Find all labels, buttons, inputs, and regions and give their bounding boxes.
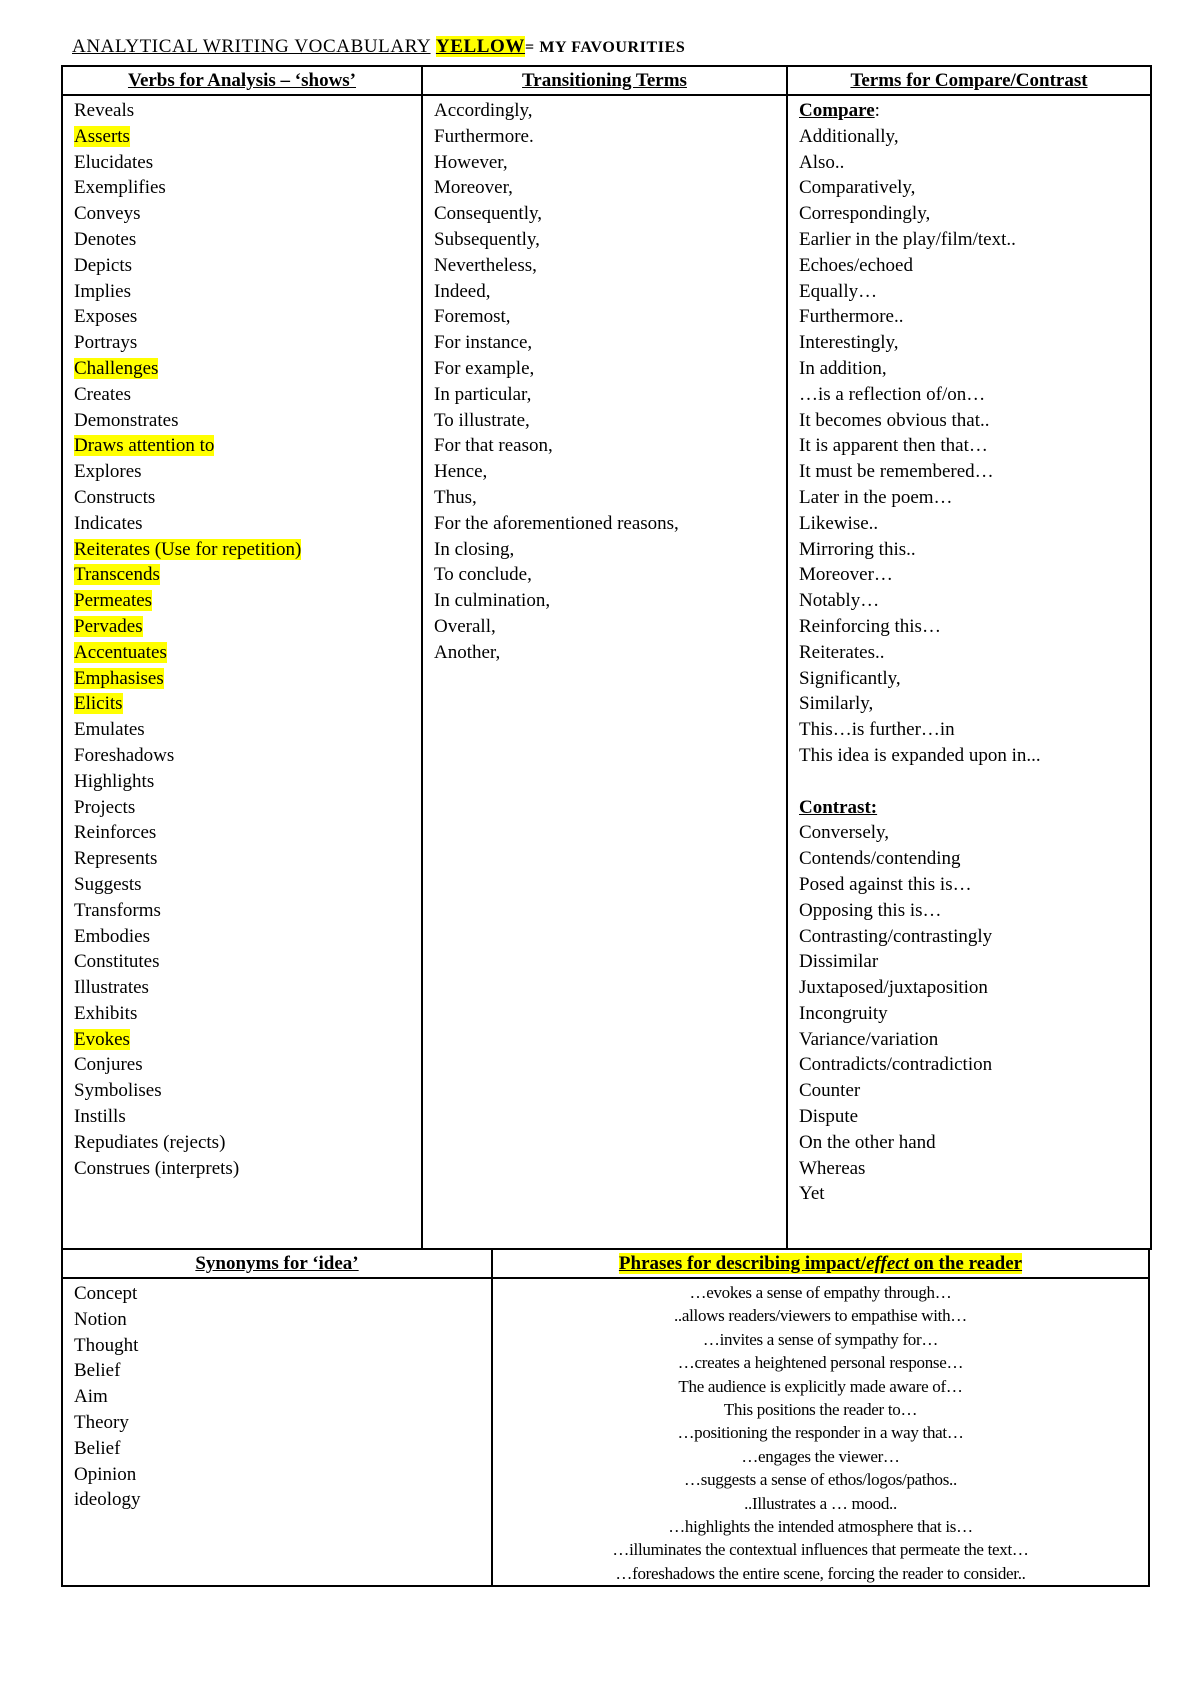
verb-item: Reiterates (Use for repetition) [74,538,302,560]
header-compare-contrast: Terms for Compare/Contrast [787,66,1151,95]
phrase-item: …creates a heightened personal response… [677,1353,964,1373]
verb-item: Embodies [74,925,150,947]
verb-item: Conveys [74,203,141,225]
verb-item: Repudiates (rejects) [74,1131,226,1153]
phrase-item: …positioning the responder in a way that… [677,1423,964,1443]
phrase-item: …illuminates the contextual influences that permeate the text… [612,1540,1029,1560]
contrast-item: Incongruity [799,1002,888,1024]
contrast-item: Yet [799,1183,825,1205]
title-rest: = MY FAVOURITIES [525,39,686,56]
verb-item: Exhibits [74,1002,138,1024]
compare-item: It must be remembered… [799,461,994,483]
verb-item: Emphasises [74,667,164,689]
header-transitions: Transitioning Terms [422,66,787,95]
compare-item: Later in the poem… [799,486,953,508]
compare-item: Reinforcing this… [799,615,941,637]
contrast-item: Whereas [799,1157,866,1179]
verb-item: Explores [74,461,142,483]
verb-item: Emulates [74,719,145,741]
verb-item: Foreshadows [74,744,175,766]
contrast-item: Contends/contending [799,848,961,870]
transition-item: To conclude, [434,564,532,586]
phrase-item: …highlights the intended atmosphere that is… [668,1516,973,1536]
transition-item: Accordingly, [434,100,533,121]
transitions-cell [422,95,787,1249]
transition-item: In particular, [434,383,532,405]
compare-item: Interestingly, [799,332,899,354]
verbs-list [63,96,421,1181]
transition-item: Consequently, [434,203,543,225]
contrast-item: Dispute [799,1106,859,1128]
compare-item: Also.. [799,151,845,173]
contrast-heading: Contrast: [799,796,878,818]
verb-item: Depicts [74,254,133,276]
transition-item: Thus, [434,486,477,508]
phrase-item: …foreshadows the entire scene, forcing the reader to consider.. [615,1563,1026,1583]
verb-item: Elucidates [74,151,154,173]
verb-item: Transcends [74,564,160,586]
verb-item: Challenges [74,357,159,379]
transition-item: For instance, [434,332,533,354]
vocabulary-table [61,65,1152,1250]
compare-item: Echoes/echoed [799,254,913,276]
compare-item: Equally… [799,280,878,302]
transition-item: For example, [434,357,535,379]
compare-item: Furthermore.. [799,306,904,328]
contrast-item: On the other hand [799,1131,936,1153]
compare-item: This idea is expanded upon in... [799,744,1041,766]
verb-item: Conjures [74,1054,143,1076]
verbs-cell [62,95,422,1249]
compare-item: Reiterates.. [799,641,885,663]
synonym-item: Notion [74,1308,127,1330]
contrast-item: Conversely, [799,822,890,844]
contrast-item: Opposing this is… [799,899,942,921]
compare-item: …is a reflection of/on… [799,383,986,405]
header-synonyms: Synonyms for ‘idea’ [62,1249,492,1278]
verb-item: Draws attention to [74,435,215,457]
transition-item: Nevertheless, [434,254,537,276]
verb-item: Constructs [74,486,156,508]
title-yellow-word: YELLOW [435,36,526,57]
verb-item: Highlights [74,770,155,792]
transition-item: For that reason, [434,435,553,457]
synonyms-cell [62,1278,492,1586]
synonym-item: Aim [74,1386,108,1408]
phrases-cell [492,1278,1149,1586]
contrast-item: Contradicts/contradiction [799,1054,993,1076]
transition-item: For the aforementioned reasons, [434,512,679,534]
transition-item: Another, [434,641,501,663]
verb-item: Suggests [74,873,142,895]
verb-item: Transforms [74,899,161,921]
page-title [72,36,685,58]
contrast-item: Counter [799,1080,861,1102]
synonym-item: Theory [74,1411,129,1433]
compare-item: This…is further…in [799,719,955,741]
contrast-item: Contrasting/contrastingly [799,925,993,947]
compare-item: Similarly, [799,693,874,715]
phrases-list [493,1279,1148,1585]
compare-contrast-list [788,96,1150,1207]
transition-item: Furthermore. [434,125,534,147]
compare-item: Mirroring this.. [799,538,916,560]
verb-item: Projects [74,796,136,818]
verb-item: Evokes [74,1028,130,1050]
verb-item: Symbolises [74,1080,162,1102]
phrase-item: …engages the viewer… [741,1446,900,1466]
verb-item: Represents [74,848,158,870]
verb-item: Asserts [74,125,130,147]
transition-item: Moreover, [434,177,513,199]
synonym-item: Belief [74,1360,121,1382]
verb-item: Reinforces [74,822,157,844]
transition-item: In culmination, [434,590,551,612]
synonym-item: Thought [74,1334,139,1356]
compare-item: It becomes obvious that.. [799,409,990,431]
transitions-list [423,96,786,666]
phrase-item: ..Illustrates a … mood.. [744,1493,897,1513]
compare-item: Moreover… [799,564,893,586]
verb-item: Creates [74,383,131,405]
verb-item: Constitutes [74,951,160,973]
compare-item: In addition, [799,357,887,379]
compare-item: Likewise.. [799,512,879,534]
verb-item: Instills [74,1106,126,1128]
verb-item: Reveals [74,100,135,121]
phrase-item: …evokes a sense of empathy through… [689,1283,952,1302]
compare-item: It is apparent then that… [799,435,988,457]
phrase-item: ..allows readers/viewers to empathise with… [673,1306,968,1326]
synonyms-list [63,1279,491,1513]
synonym-item: Concept [74,1283,138,1304]
synonym-item: Opinion [74,1463,137,1485]
contrast-item: Posed against this is… [799,873,972,895]
compare-contrast-cell [787,95,1151,1249]
verb-item: Pervades [74,615,143,637]
phrase-item: This positions the reader to… [723,1399,918,1419]
verb-item: Permeates [74,590,153,612]
phrase-item: …suggests a sense of ethos/logos/pathos.. [684,1470,957,1490]
transition-item: Subsequently, [434,228,540,250]
verb-item: Construes (interprets) [74,1157,240,1179]
transition-item: Indeed, [434,280,491,302]
synonyms-phrases-table [61,1248,1150,1587]
contrast-item: Variance/variation [799,1028,939,1050]
verb-item: Elicits [74,693,123,715]
transition-item: Overall, [434,615,496,637]
header-verbs: Verbs for Analysis – ‘shows’ [62,66,422,95]
contrast-item: Dissimilar [799,951,879,973]
spacer [799,769,1150,795]
verb-item: Exposes [74,306,138,328]
compare-item: Notably… [799,590,880,612]
verb-item: Exemplifies [74,177,166,199]
verb-item: Implies [74,280,131,302]
compare-item: Earlier in the play/film/text.. [799,228,1016,250]
synonym-item: ideology [74,1489,141,1511]
synonym-item: Belief [74,1437,121,1459]
transition-item: To illustrate, [434,409,530,431]
transition-item: In closing, [434,538,515,560]
compare-item: Comparatively, [799,177,916,199]
phrase-item: The audience is explicitly made aware of… [678,1376,963,1396]
verb-item: Indicates [74,512,143,534]
verb-item: Accentuates [74,641,167,663]
compare-item: Additionally, [799,125,899,147]
transition-item: Hence, [434,461,488,483]
header-phrases: Phrases for describing impact/effect on the reader [492,1249,1149,1278]
phrase-item: …invites a sense of sympathy for… [702,1329,939,1349]
verb-item: Denotes [74,228,137,250]
title-main: ANALYTICAL WRITING VOCABULARY [72,36,431,57]
transition-item: However, [434,151,508,173]
compare-item: Correspondingly, [799,203,931,225]
verb-item: Illustrates [74,977,149,999]
compare-item: Significantly, [799,667,901,689]
contrast-item: Juxtaposed/juxtaposition [799,977,988,999]
verb-item: Portrays [74,332,138,354]
transition-item: Foremost, [434,306,511,328]
compare-heading: Compare: [799,100,880,121]
verb-item: Demonstrates [74,409,179,431]
